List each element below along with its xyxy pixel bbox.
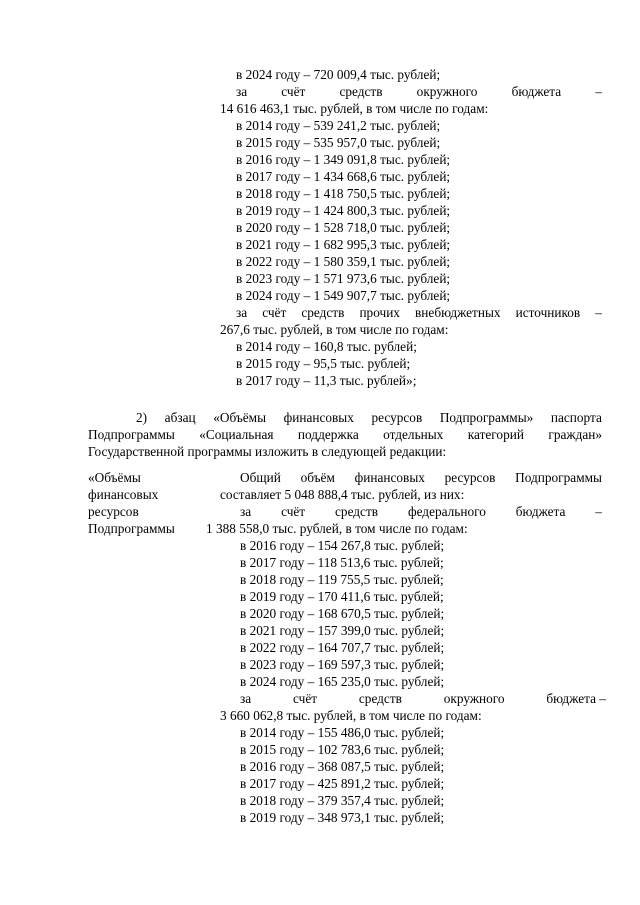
text-line: в 2018 году – 1 418 750,5 тыс. рублей; xyxy=(236,186,451,201)
word: 2) xyxy=(136,410,148,425)
word: за xyxy=(236,305,248,320)
table-line: в 2014 году – 155 486,0 тыс. рублей; xyxy=(240,725,445,740)
table-line: в 2017 году – 425 891,2 тыс. рублей; xyxy=(240,776,445,791)
word: счёт xyxy=(281,504,306,519)
paragraph-line: Государственной программы изложить в следующей редакции: xyxy=(88,444,447,459)
text-line: в 2015 году – 95,5 тыс. рублей; xyxy=(236,356,411,371)
table-line: 3 660 062,8 тыс. рублей, в том числе по годам: xyxy=(220,708,482,723)
table-label: финансовых xyxy=(88,487,159,502)
table-line: в 2023 году – 169 597,3 тыс. рублей; xyxy=(240,657,445,672)
word: средств xyxy=(339,84,383,99)
word: счёт xyxy=(262,305,287,320)
word: средств xyxy=(358,691,402,706)
word: Подпрограммы xyxy=(515,470,602,485)
text-line: в 2024 году – 720 009,4 тыс. рублей; xyxy=(236,67,441,82)
word: бюджета – xyxy=(546,691,606,706)
word: бюджета xyxy=(511,84,562,99)
word: паспорта xyxy=(550,410,602,425)
word: «Социальная xyxy=(199,427,274,442)
word: средств xyxy=(301,305,345,320)
text-line: в 2024 году – 1 549 907,7 тыс. рублей; xyxy=(236,288,451,303)
word: Общий xyxy=(240,470,281,485)
text-line: в 2019 году – 1 424 800,3 тыс. рублей; xyxy=(236,203,451,218)
word: прочих xyxy=(359,305,400,320)
word: «Объёмы xyxy=(213,410,267,425)
text-line: в 2016 году – 1 349 091,8 тыс. рублей; xyxy=(236,152,451,167)
word: окружного xyxy=(443,691,505,706)
word: финансовых xyxy=(283,410,354,425)
table-line: в 2016 году – 154 267,8 тыс. рублей; xyxy=(240,538,445,553)
text-line: в 2014 году – 539 241,2 тыс. рублей; xyxy=(236,118,441,133)
word: абзац xyxy=(164,410,196,425)
word: Подпрограммы» xyxy=(439,410,534,425)
table-line: в 2018 году – 119 755,5 тыс. рублей; xyxy=(240,572,444,587)
text-line: 267,6 тыс. рублей, в том числе по годам: xyxy=(220,322,449,337)
word: Подпрограммы xyxy=(88,427,175,442)
word: за xyxy=(236,84,248,99)
text-line: в 2020 году – 1 528 718,0 тыс. рублей; xyxy=(236,220,451,235)
word: – xyxy=(595,305,602,320)
word: источников xyxy=(515,305,581,320)
table-line: в 2018 году – 379 357,4 тыс. рублей; xyxy=(240,793,445,808)
text-line: 14 616 463,1 тыс. рублей, в том числе по годам: xyxy=(220,101,489,116)
table-line: в 2017 году – 118 513,6 тыс. рублей; xyxy=(240,555,444,570)
word: счёт xyxy=(293,691,318,706)
table-line xyxy=(240,503,602,520)
word: поддержка xyxy=(297,427,359,442)
table-label: Подпрограммы xyxy=(88,521,175,536)
table-line: в 2024 году – 165 235,0 тыс. рублей; xyxy=(240,674,445,689)
word: – xyxy=(595,504,602,519)
paragraph-line xyxy=(136,409,602,426)
table-line: в 2019 году – 170 411,6 тыс. рублей; xyxy=(240,589,444,604)
table-label: «Объёмы xyxy=(88,470,141,485)
word: за xyxy=(240,691,252,706)
text-line: в 2023 году – 1 571 973,6 тыс. рублей; xyxy=(236,271,451,286)
table-line: в 2019 году – 348 973,1 тыс. рублей; xyxy=(240,810,445,825)
word: счёт xyxy=(281,84,306,99)
word: средств xyxy=(335,504,379,519)
text-line: в 2017 году – 11,3 тыс. рублей»; xyxy=(236,373,417,388)
word: ресурсов xyxy=(444,470,496,485)
text-line: в 2017 году – 1 434 668,6 тыс. рублей; xyxy=(236,169,451,184)
word: – xyxy=(595,84,602,99)
word: ресурсов xyxy=(371,410,423,425)
table-line: в 2022 году – 164 707,7 тыс. рублей; xyxy=(240,640,445,655)
word: бюджета xyxy=(515,504,566,519)
text-line: в 2021 году – 1 682 995,3 тыс. рублей; xyxy=(236,237,451,252)
table-line: в 2020 году – 168 670,5 тыс. рублей; xyxy=(240,606,445,621)
text-line: в 2022 году – 1 580 359,1 тыс. рублей; xyxy=(236,254,451,269)
word: объём xyxy=(300,470,335,485)
table-line xyxy=(240,690,606,707)
table-line: в 2015 году – 102 783,6 тыс. рублей; xyxy=(240,742,445,757)
word: отдельных xyxy=(383,427,444,442)
word: федерального xyxy=(407,504,486,519)
table-line: в 2021 году – 157 399,0 тыс. рублей; xyxy=(240,623,445,638)
table-line xyxy=(240,469,602,486)
text-line: в 2015 году – 535 957,0 тыс. рублей; xyxy=(236,135,441,150)
table-line: в 2016 году – 368 087,5 тыс. рублей; xyxy=(240,759,445,774)
word: внебюджетных xyxy=(415,305,501,320)
justified-line xyxy=(236,83,602,100)
table-line: 1 388 558,0 тыс. рублей, в том числе по годам: xyxy=(206,521,468,536)
table-line: составляет 5 048 888,4 тыс. рублей, из них: xyxy=(220,487,465,502)
text-line: в 2014 году – 160,8 тыс. рублей; xyxy=(236,339,417,354)
justified-line xyxy=(236,304,602,321)
word: за xyxy=(240,504,252,519)
word: окружного xyxy=(416,84,478,99)
word: граждан» xyxy=(548,427,602,442)
paragraph-line xyxy=(88,426,602,443)
table-label: ресурсов xyxy=(88,504,139,519)
word: категорий xyxy=(467,427,524,442)
word: финансовых xyxy=(354,470,425,485)
